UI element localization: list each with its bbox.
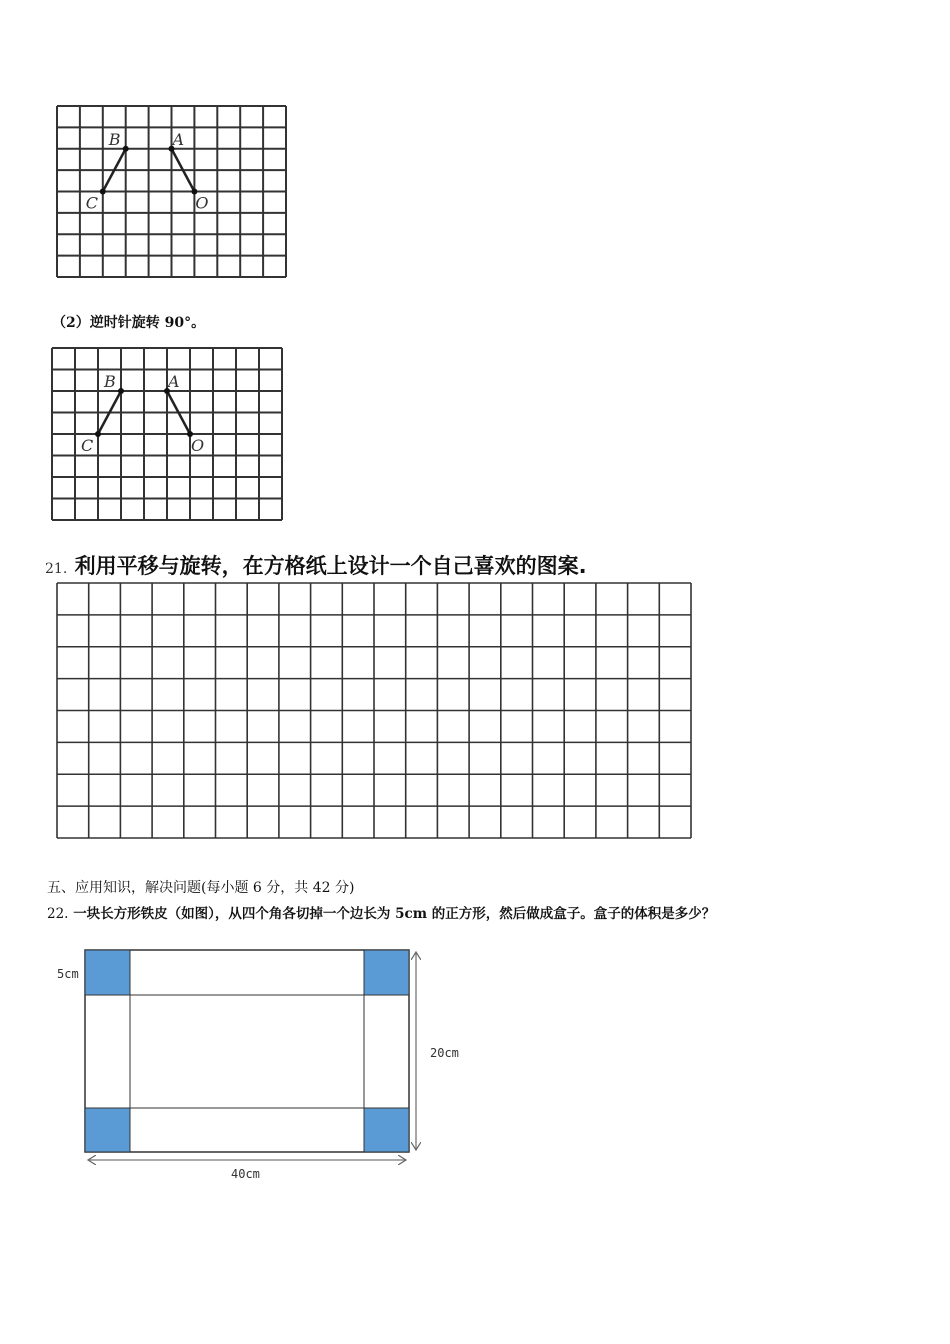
corner-square-bottom-right xyxy=(364,1108,409,1152)
design-grid[interactable] xyxy=(57,583,691,838)
figure2-grid xyxy=(52,348,282,520)
point-label-b: B xyxy=(108,129,121,149)
subquestion-2-text: （2）逆时针旋转 90°。 xyxy=(52,315,206,331)
question-text: 利用平移与旋转，在方格纸上设计一个自己喜欢的图案. xyxy=(74,554,587,578)
point-label-o: O xyxy=(191,436,205,455)
point-c xyxy=(95,431,101,437)
point-label-c: C xyxy=(85,193,99,213)
point-label-b: B xyxy=(104,372,116,391)
corner-size-label: 5cm xyxy=(57,967,79,981)
question-21 xyxy=(45,550,587,580)
question-22 xyxy=(47,902,715,922)
question-text: 一块长方形铁皮（如图），从四个角各切掉一个边长为 5cm 的正方形，然后做成盒子。盒子的体积是多少？ xyxy=(73,906,716,922)
point-b xyxy=(118,388,124,394)
point-c xyxy=(100,189,106,195)
height-label: 20cm xyxy=(430,1046,459,1060)
point-label-a: A xyxy=(172,129,185,149)
point-label-a: A xyxy=(168,372,180,391)
sheet-outline xyxy=(85,950,409,1152)
point-label-o: O xyxy=(195,193,209,213)
width-label: 40cm xyxy=(231,1167,260,1181)
point-label-c: C xyxy=(81,436,94,455)
point-b xyxy=(123,146,129,152)
corner-square-top-left xyxy=(85,950,130,995)
question-number: 22. xyxy=(47,906,69,922)
corner-square-top-right xyxy=(364,950,409,995)
corner-square-bottom-left xyxy=(85,1108,130,1152)
section-heading: 五、应用知识，解决问题(每小题 6 分，共 42 分) xyxy=(47,880,355,896)
question-number: 21. xyxy=(45,561,68,577)
figure1-grid xyxy=(57,106,287,278)
